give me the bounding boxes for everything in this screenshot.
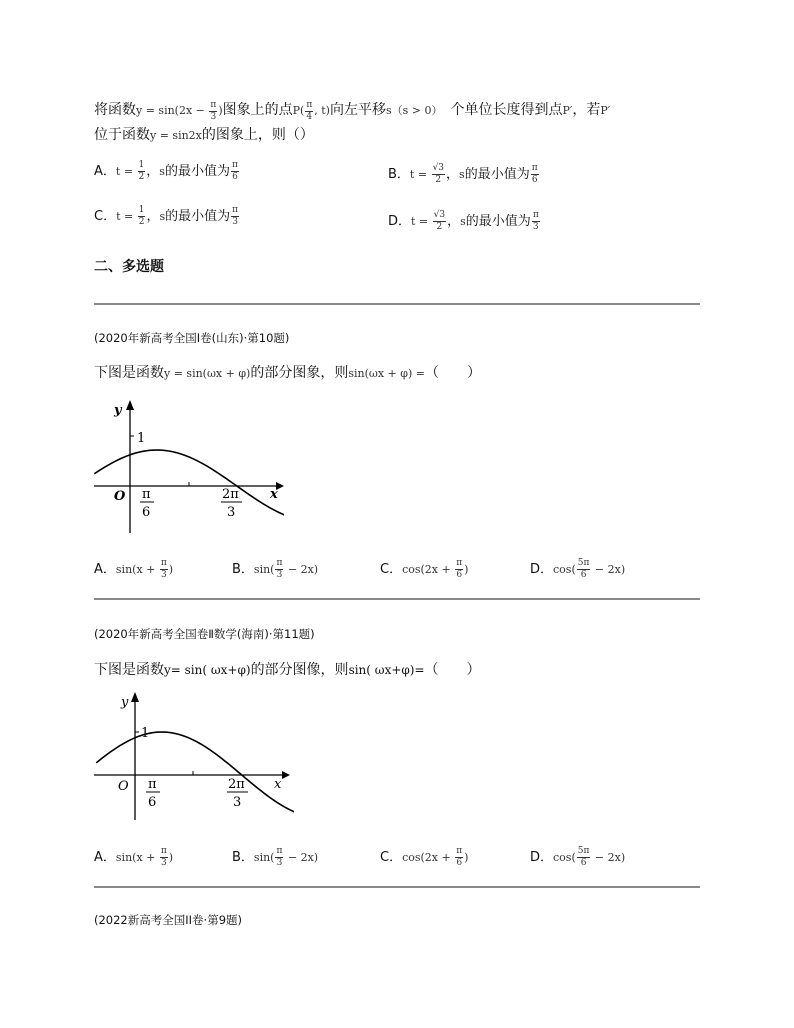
q2-source: (2020年新高考全国Ⅰ卷(山东)·第10题) xyxy=(94,331,290,345)
q2-label-1: 1 xyxy=(137,431,146,446)
q1-line2: 位于函数y = sin2x的图象上，则（） xyxy=(94,127,314,143)
q1-text-intro: 将函数 xyxy=(94,102,136,118)
q2-option-a[interactable]: A．sin(x + $\frac{\pi}{3}$ ) xyxy=(94,558,174,580)
q3-option-c[interactable]: C．cos(2x + $\frac{\pi}{6}$ ) xyxy=(380,846,469,868)
q3-option-d[interactable]: D．cos( $\frac{5\pi}{6}$ − 2x) xyxy=(530,846,626,868)
q3-function: y= sin( ωx+φ) xyxy=(164,663,251,677)
q2-label-6: 6 xyxy=(142,505,151,520)
q2-label-pi: π xyxy=(142,487,151,502)
q1-text-shift: 向左平移 xyxy=(329,102,386,118)
divider-1 xyxy=(94,303,700,305)
q3-y-label: y xyxy=(121,695,129,710)
q3-y-axis-arrow xyxy=(131,692,139,702)
q3-label-6: 6 xyxy=(148,795,157,810)
q1-line1: 将函数y = sin(2x − $\frac{\pi}{3}$ )图象上的点P( $\frac{\pi}{4}$ , t)向左平移s（s > 0） 个单位长度得到点P′，若P′ xyxy=(94,99,611,122)
q3-option-a[interactable]: A．sin(x + $\frac{\pi}{3}$ ) xyxy=(94,846,174,868)
q1-pprime: P′ xyxy=(562,104,573,117)
q3-stem: 下图是函数y= sin( ωx+φ)的部分图像，则sin( ωx+φ)=（ ） xyxy=(94,662,481,678)
q2-expression: sin(ωx + φ) = xyxy=(348,367,425,380)
q2-label-3: 3 xyxy=(227,505,236,520)
q3-source: (2020年新高考全国卷Ⅱ数学(海南)·第11题) xyxy=(94,627,315,641)
q3-label-1: 1 xyxy=(141,726,150,741)
q3-label-3: 3 xyxy=(233,795,242,810)
q1-condition: （s > 0） xyxy=(391,104,443,117)
q2-label-2pi: 2π xyxy=(222,487,239,502)
q2-option-c[interactable]: C．cos(2x + $\frac{\pi}{6}$ ) xyxy=(380,558,469,580)
q1-target-function: y = sin2x xyxy=(150,129,202,142)
q2-function: y = sin(ωx + φ) xyxy=(164,367,251,380)
q3-label-pi: π xyxy=(148,777,157,792)
q1-option-c[interactable]: C．t = $\frac{1}{2}$ ，s的最小值为 $\frac{\pi}{3}$ xyxy=(94,205,239,227)
q3-option-b[interactable]: B．sin( $\frac{\pi}{3}$ − 2x) xyxy=(232,846,319,868)
q3-expression: sin( ωx+φ)= xyxy=(348,663,425,677)
q3-sine-graph xyxy=(94,690,294,840)
q1-function: y = sin(2x − $\frac{\pi}{3}$ ) xyxy=(136,99,223,122)
q2-x-label: x xyxy=(270,487,278,502)
q4-source: (2022新高考全国II卷·第9题) xyxy=(94,913,242,927)
q1-option-a[interactable]: A．t = $\frac{1}{2}$ ，s的最小值为 $\frac{\pi}{6}$ xyxy=(94,160,238,182)
q2-stem: 下图是函数y = sin(ωx + φ)的部分图象，则sin(ωx + φ) =（ ） xyxy=(94,365,481,381)
q2-option-d[interactable]: D．cos( $\frac{5\pi}{6}$ − 2x) xyxy=(530,558,626,580)
q3-origin-label: O xyxy=(118,779,129,794)
section-title: 二、多选题 xyxy=(94,259,164,275)
q1-text-point: 图象上的点 xyxy=(222,102,293,118)
q1-text-unit: 个单位长度得到点 xyxy=(450,102,563,118)
q3-x-label: x xyxy=(274,777,282,792)
q1-point: P( $\frac{\pi}{4}$ , t) xyxy=(292,99,330,122)
q1-option-b[interactable]: B．t = $\frac{√3}{2}$ ，s的最小值为 $\frac{\pi}{6}$ xyxy=(388,163,538,185)
q2-option-b[interactable]: B．sin( $\frac{\pi}{3}$ − 2x) xyxy=(232,558,319,580)
q3-x-axis-arrow xyxy=(282,771,290,779)
q2-y-label: y xyxy=(114,403,122,418)
q2-origin-label: O xyxy=(114,489,126,504)
q1-s: s xyxy=(385,104,392,117)
q3-label-2pi: 2π xyxy=(228,777,245,792)
divider-2 xyxy=(94,598,700,600)
q1-option-d[interactable]: D．t = $\frac{√3}{2}$ ，s的最小值为 $\frac{\pi}{3}$ xyxy=(388,210,539,232)
divider-3 xyxy=(94,886,700,888)
q2-y-axis-arrow xyxy=(126,400,134,410)
q2-sine-graph xyxy=(94,398,284,558)
